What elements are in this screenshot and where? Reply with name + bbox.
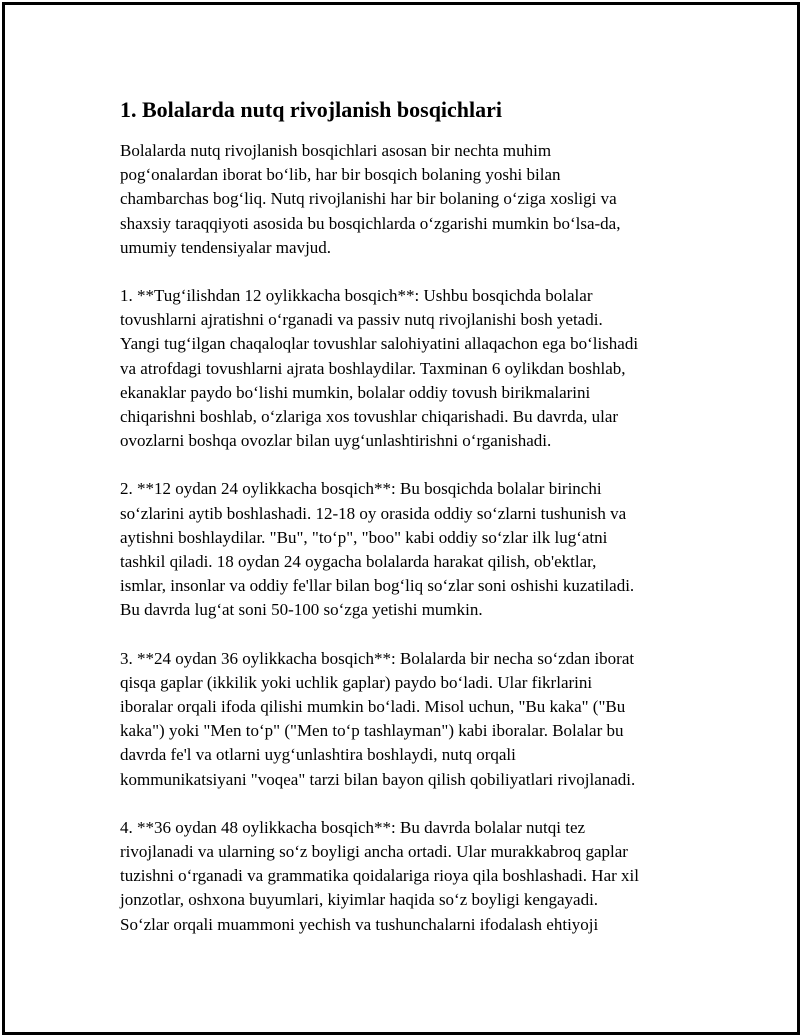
page-frame [2, 2, 800, 1035]
paragraph-line: iboralar orqali ifoda qilishi mumkin bo‘ladi. Misol uchun, "Bu kaka" ("Bu [120, 697, 626, 717]
document-body [120, 97, 700, 961]
paragraph [120, 647, 700, 792]
paragraph [120, 816, 700, 937]
paragraph-line: 1. **Tug‘ilishdan 12 oylikkacha bosqich**: Ushbu bosqichda bolalar [120, 286, 593, 306]
paragraph-line: ovozlarni boshqa ovozlar bilan uyg‘unlashtirishni o‘rganishadi. [120, 431, 552, 451]
paragraph-list [120, 139, 700, 937]
paragraph-line: jonzotlar, oshxona buyumlari, kiyimlar haqida so‘z boyligi kengayadi. [120, 890, 599, 910]
paragraph-line: davrda fe'l va otlarni uyg‘unlashtira boshlaydi, nutq orqali [120, 745, 516, 765]
paragraph-line: aytishni boshlaydilar. "Bu", "to‘p", "boo" kabi oddiy so‘zlar ilk lug‘atni [120, 527, 608, 547]
paragraph-line: va atrofdagi tovushlarni ajrata boshlaydilar. Taxminan 6 oylikdan boshlab, [120, 358, 626, 378]
paragraph-line: chambarchas bog‘liq. Nutq rivojlanishi har bir bolaning o‘ziga xosligi va [120, 189, 617, 209]
paragraph-line: kaka") yoki "Men to‘p" ("Men to‘p tashlayman") kabi iboralar. Bolalar bu [120, 721, 624, 741]
paragraph-line: umumiy tendensiyalar mavjud. [120, 237, 332, 257]
paragraph-line: kommunikatsiyani "voqea" tarzi bilan bayon qilish qobiliyatlari rivojlanadi. [120, 769, 636, 789]
paragraph [120, 477, 700, 622]
paragraph-line: ismlar, insonlar va oddiy fe'llar bilan bog‘liq so‘zlar soni oshishi kuzatiladi. [120, 576, 635, 596]
paragraph-line: Bu davrda lug‘at soni 50-100 so‘zga yetishi mumkin. [120, 600, 483, 620]
paragraph-line: So‘zlar orqali muammoni yechish va tushunchalarni ifodalash ehtiyoji [120, 914, 599, 934]
paragraph-line: qisqa gaplar (ikkilik yoki uchlik gaplar) paydo bo‘ladi. Ular fikrlarini [120, 672, 593, 692]
paragraph-line: pog‘onalardan iborat bo‘lib, har bir bosqich bolaning yoshi bilan [120, 165, 561, 185]
paragraph-line: 2. **12 oydan 24 oylikkacha bosqich**: Bu bosqichda bolalar birinchi [120, 479, 602, 499]
paragraph-line: Yangi tug‘ilgan chaqaloqlar tovushlar salohiyatini allaqachon ega bo‘lishadi [120, 334, 639, 354]
paragraph-line: chiqarishni boshlab, o‘zlariga xos tovushlar chiqarishadi. Bu davrda, ular [120, 407, 619, 427]
paragraph-line: shaxsiy taraqqiyoti asosida bu bosqichlarda o‘zgarishi mumkin bo‘lsa-da, [120, 213, 621, 233]
paragraph-line: tovushlarni ajratishni o‘rganadi va passiv nutq rivojlanishi bosh yetadi. [120, 310, 603, 330]
paragraph-line: Bolalarda nutq rivojlanish bosqichlari asosan bir nechta muhim [120, 141, 552, 160]
paragraph [120, 284, 700, 453]
paragraph-line: ekanaklar paydo bo‘lishi mumkin, bolalar oddiy tovush birikmalarini [120, 382, 591, 402]
paragraph-line: tashkil qiladi. 18 oydan 24 oygacha bolalarda harakat qilish, ob'ektlar, [120, 552, 597, 572]
paragraph-line: tuzishni o‘rganadi va grammatika qoidalariga rioya qila boshlashadi. Har xil [120, 866, 639, 886]
paragraph-line: rivojlanadi va ularning so‘z boyligi ancha ortadi. Ular murakkabroq gaplar [120, 842, 628, 862]
document-title: 1. Bolalarda nutq rivojlanish bosqichlari [120, 97, 503, 122]
paragraph-line: 4. **36 oydan 48 oylikkacha bosqich**: Bu davrda bolalar nutqi tez [120, 817, 586, 837]
paragraph-line: 3. **24 oydan 36 oylikkacha bosqich**: Bolalarda bir necha so‘zdan iborat [120, 648, 635, 668]
paragraph-line: so‘zlarini aytib boshlashadi. 12-18 oy orasida oddiy so‘zlarni tushunish va [120, 503, 627, 523]
paragraph [120, 139, 700, 260]
